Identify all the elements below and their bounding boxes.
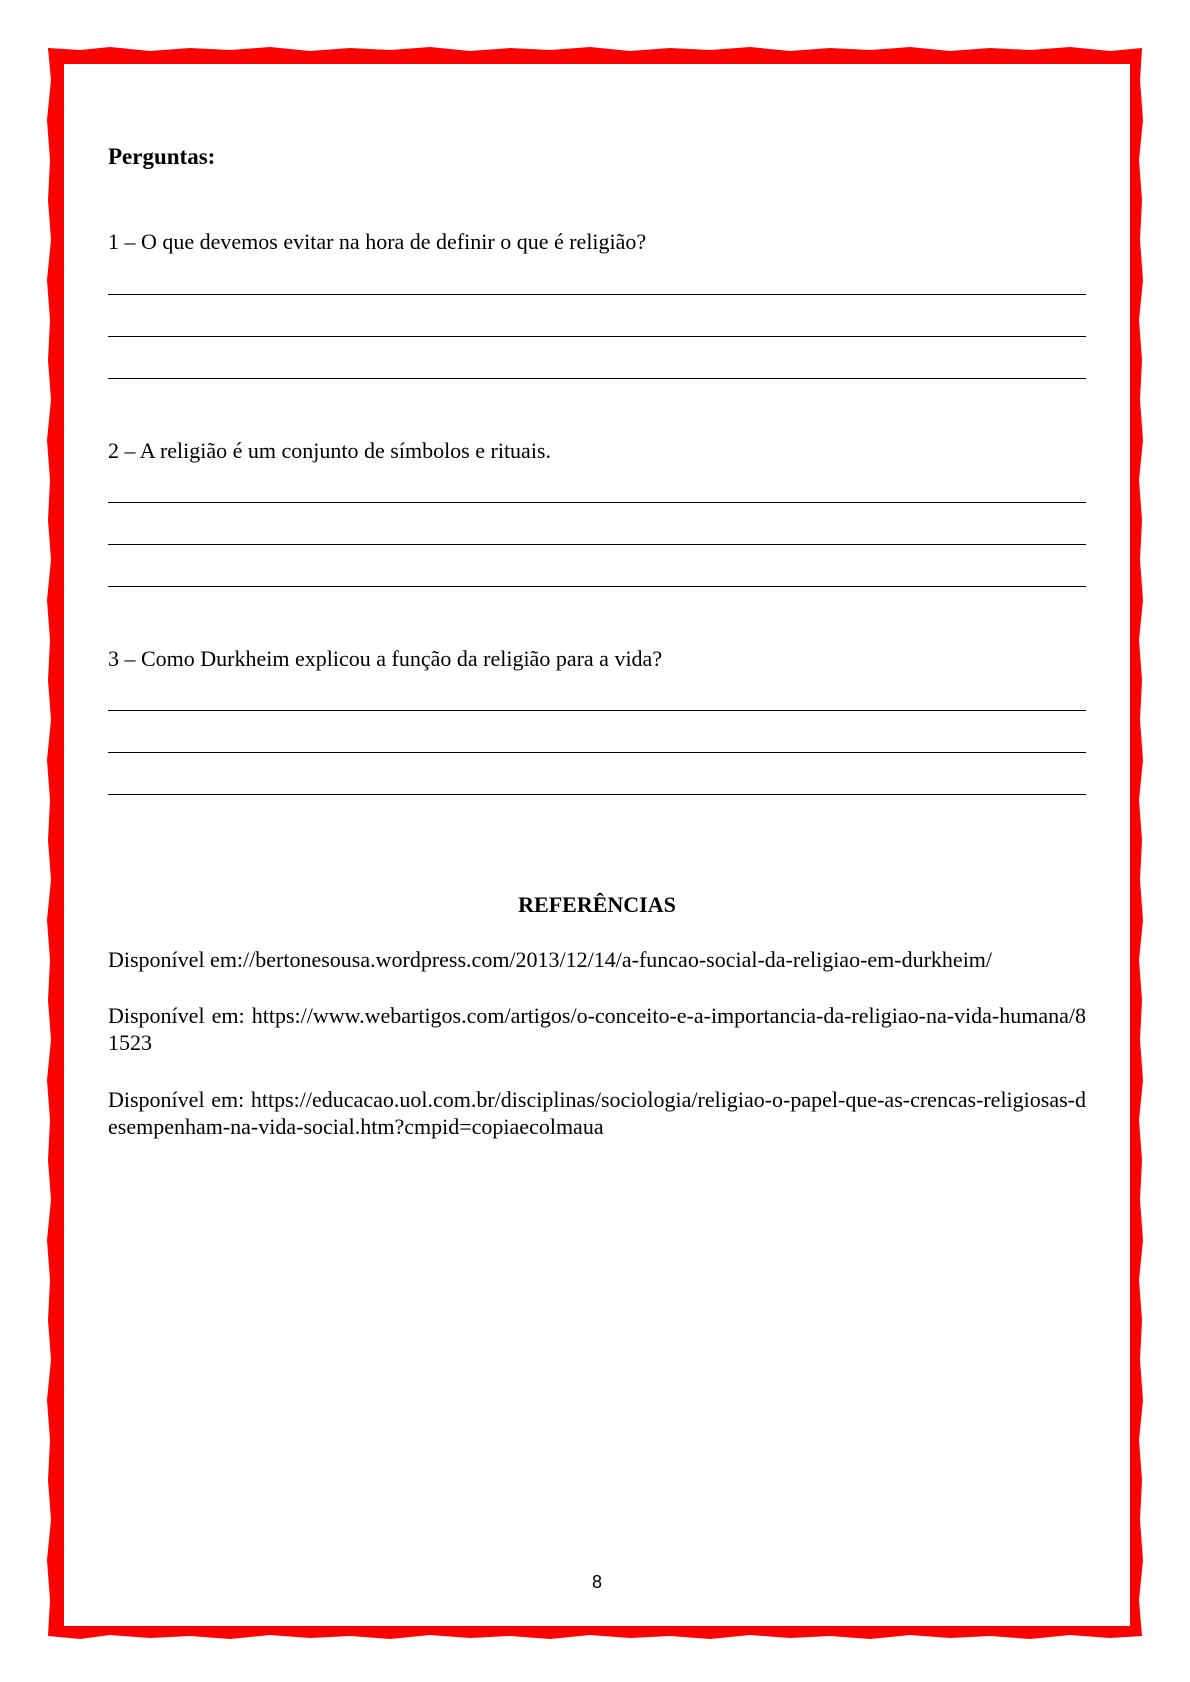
answer-line[interactable] <box>108 710 1086 711</box>
question-text: 3 – Como Durkheim explicou a função da religião para a vida? <box>108 646 663 671</box>
reference-item: Disponível em: https://educacao.uol.com.br/disciplinas/sociologia/religiao-o-papel-que-as-crencas-religiosas-desempenham-na-vida-social.htm?cmpid=copiaecolmaua <box>108 1087 1086 1139</box>
question-text: 2 – A religião é um conjunto de símbolos e rituais. <box>108 438 551 463</box>
answer-line[interactable] <box>108 294 1086 295</box>
question-2 <box>108 437 1086 465</box>
answer-line[interactable] <box>108 378 1086 379</box>
reference-item: Disponível em: https://www.webartigos.com/artigos/o-conceito-e-a-importancia-da-religiao-na-vida-humana/81523 <box>108 1003 1086 1055</box>
answer-line[interactable] <box>108 586 1086 587</box>
answer-line[interactable] <box>108 336 1086 337</box>
border-right <box>1130 48 1143 1636</box>
reference-item: Disponível em://bertonesousa.wordpress.com/2013/12/14/a-funcao-social-da-religiao-em-durkheim/ <box>108 947 993 972</box>
answer-line[interactable] <box>108 752 1086 753</box>
question-text: 1 – O que devemos evitar na hora de definir o que é religião? <box>108 229 647 254</box>
border-left <box>47 48 64 1636</box>
page-number: 8 <box>591 1572 602 1592</box>
answer-line[interactable] <box>108 502 1086 503</box>
page-content <box>108 0 1086 1682</box>
question-3 <box>108 645 1086 673</box>
answer-line[interactable] <box>108 794 1086 795</box>
answer-line[interactable] <box>108 544 1086 545</box>
references-title: REFERÊNCIAS <box>518 892 676 917</box>
question-1 <box>108 228 1086 256</box>
questions-heading: Perguntas: <box>108 144 216 169</box>
